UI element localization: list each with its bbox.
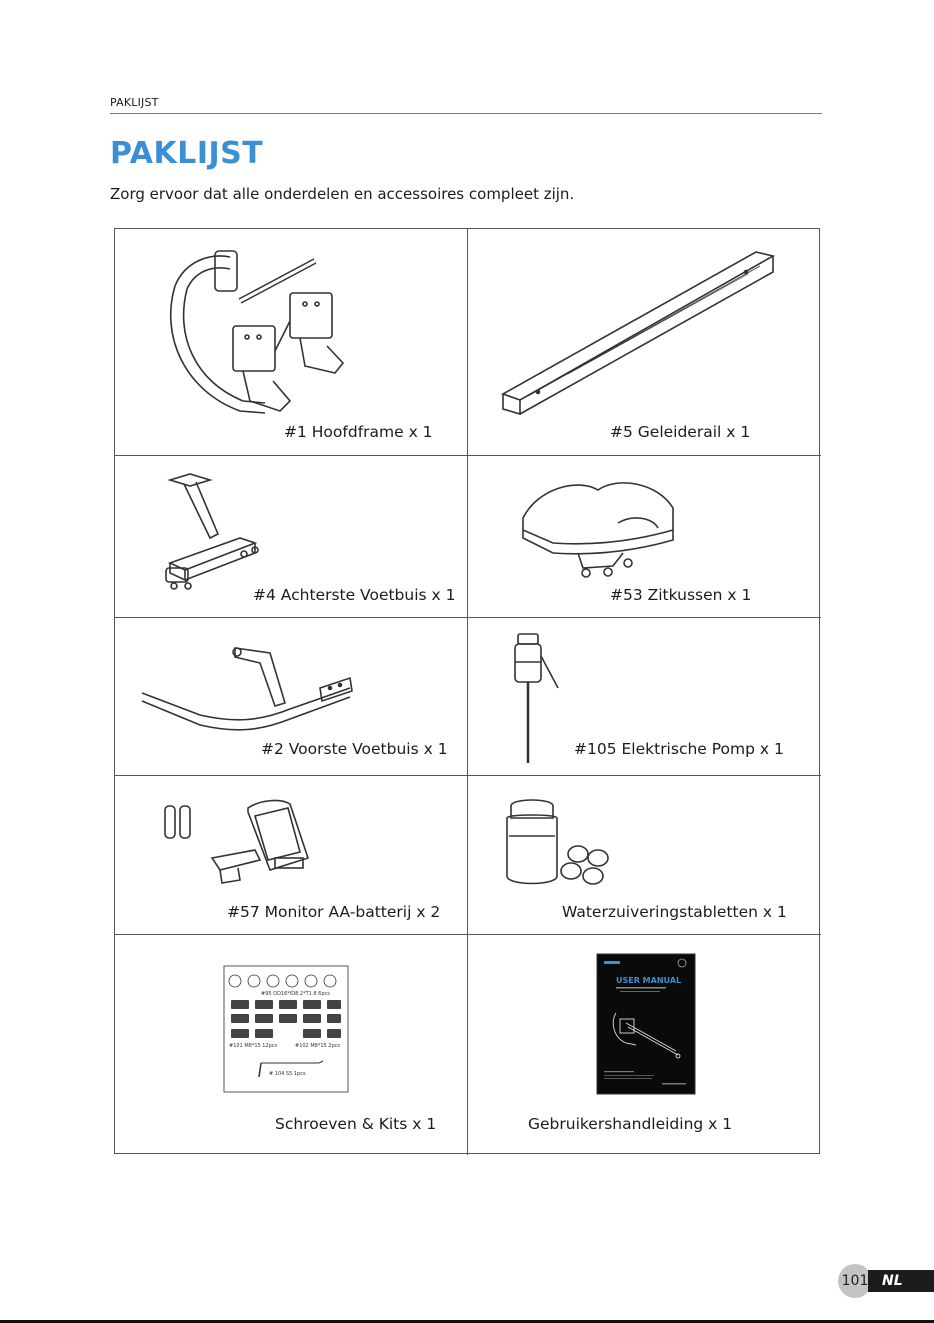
guide-rail-icon — [498, 244, 778, 419]
part-cell-water-tablets — [468, 776, 821, 935]
hardware-row-2: #101 M8*15 12pcs — [229, 1043, 278, 1049]
part-caption: Schroeven & Kits x 1 — [275, 1115, 437, 1133]
main-frame-icon — [155, 241, 355, 421]
water-tablets-icon — [503, 796, 613, 891]
parts-grid — [114, 228, 820, 1154]
part-cell-user-manual — [468, 935, 821, 1155]
part-cell-main-frame — [115, 229, 468, 456]
hardware-row-1: #95 OD16*ID8.2*T1.8 6pcs — [261, 991, 330, 997]
part-cell-rear-foot-tube — [115, 456, 468, 618]
part-caption: #53 Zitkussen x 1 — [610, 586, 752, 604]
part-cell-electric-pump — [468, 618, 821, 776]
rear-foot-tube-icon — [160, 468, 310, 593]
manual-cover-title: USER MANUAL — [616, 976, 682, 985]
electric-pump-icon — [508, 628, 568, 768]
header-rule — [110, 113, 822, 114]
monitor-battery-icon — [160, 798, 360, 893]
screws-kit-icon — [223, 965, 349, 1093]
part-caption: Waterzuiveringstabletten x 1 — [562, 903, 787, 921]
part-cell-monitor-battery — [115, 776, 468, 935]
part-caption: #57 Monitor AA-batterij x 2 — [227, 903, 441, 921]
part-cell-seat-cushion — [468, 456, 821, 618]
hardware-row-4: # 104 S5 1pcs — [269, 1071, 306, 1077]
header-label: PAKLIJST — [110, 96, 159, 109]
part-caption: #2 Voorste Voetbuis x 1 — [261, 740, 448, 758]
front-foot-tube-icon — [140, 633, 360, 733]
seat-cushion-icon — [518, 468, 678, 593]
page-title: PAKLIJST — [110, 136, 264, 171]
part-cell-screws-kit — [115, 935, 468, 1155]
page-number: 101 — [838, 1264, 872, 1298]
part-caption: #1 Hoofdframe x 1 — [284, 423, 433, 441]
page-subtitle: Zorg ervoor dat alle onderdelen en accessoires compleet zijn. — [110, 185, 575, 203]
part-cell-guide-rail — [468, 229, 821, 456]
part-caption: Gebruikershandleiding x 1 — [528, 1115, 733, 1133]
part-caption: #5 Geleiderail x 1 — [610, 423, 751, 441]
language-tab: NL — [868, 1270, 934, 1292]
part-caption: #4 Achterste Voetbuis x 1 — [253, 586, 456, 604]
part-caption: #105 Elektrische Pomp x 1 — [574, 740, 784, 758]
hardware-row-3: #102 M8*15 2pcs — [295, 1043, 340, 1049]
user-manual-icon — [596, 953, 696, 1095]
part-cell-front-foot-tube — [115, 618, 468, 776]
